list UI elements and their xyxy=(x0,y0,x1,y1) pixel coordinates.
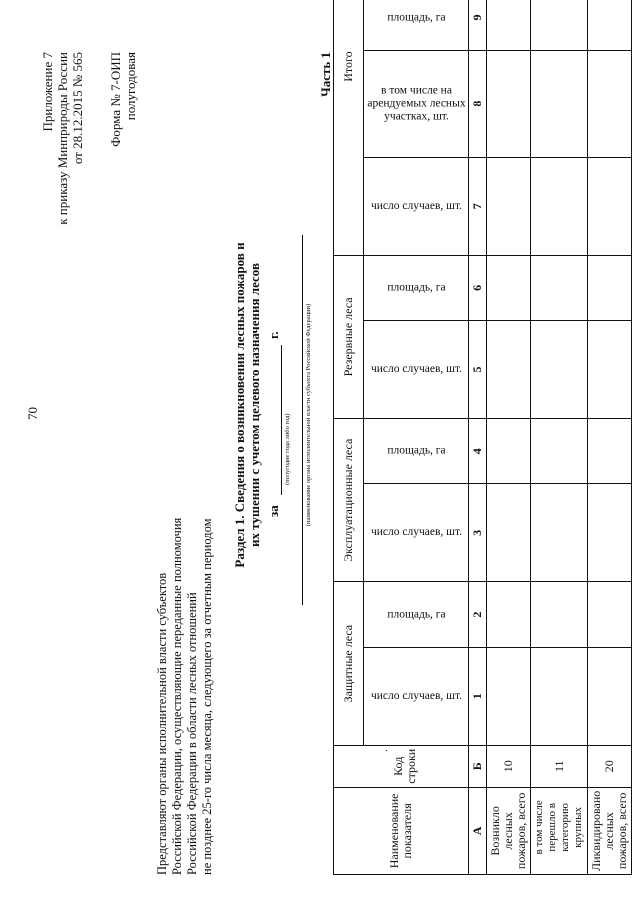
period-input-line[interactable] xyxy=(281,345,282,495)
data-cell[interactable] xyxy=(588,50,632,157)
data-cell[interactable] xyxy=(588,255,632,320)
data-cell[interactable] xyxy=(487,321,531,419)
index-7: 7 xyxy=(469,157,487,255)
data-cell[interactable] xyxy=(531,0,588,50)
row-code: 20 xyxy=(588,745,632,787)
data-cell[interactable] xyxy=(487,582,531,647)
col-count-total xyxy=(364,157,469,255)
indicator-header: Наименование показателя xyxy=(334,787,469,874)
table-row xyxy=(588,0,632,875)
form-number: Форма № 7-ОИП xyxy=(108,52,123,147)
area-label: площадь, га xyxy=(387,11,446,24)
col-count-leased xyxy=(364,50,469,157)
data-cell[interactable] xyxy=(487,419,531,484)
data-cell[interactable] xyxy=(487,157,531,255)
data-cell[interactable] xyxy=(588,647,632,745)
operational-forests-header: Эксплуатационные леса xyxy=(334,419,364,582)
area-label: площадь, га xyxy=(387,444,446,457)
data-cell[interactable] xyxy=(487,0,531,50)
col-area-protective xyxy=(364,582,469,647)
count-label: число случаев, шт. xyxy=(370,363,463,376)
count-label: число случаев, шт. xyxy=(370,199,463,212)
data-cell[interactable] xyxy=(531,419,588,484)
appendix-line: Приложение 7 xyxy=(40,52,55,132)
data-cell[interactable] xyxy=(531,50,588,157)
reserve-forests-header: Резервные леса xyxy=(334,255,364,418)
data-cell[interactable] xyxy=(588,484,632,582)
data-cell[interactable] xyxy=(487,484,531,582)
appendix-reference xyxy=(40,52,85,272)
data-cell[interactable] xyxy=(531,321,588,419)
appendix-line: от 28.12.2015 № 565 xyxy=(70,52,85,165)
form-name xyxy=(108,52,138,212)
period-prefix: за xyxy=(266,505,281,517)
fire-statistics-table xyxy=(333,0,632,875)
data-cell[interactable] xyxy=(588,321,632,419)
submission-note xyxy=(155,425,215,875)
page-number: 70 xyxy=(25,407,40,420)
code-header xyxy=(334,745,469,787)
index-2: 2 xyxy=(469,582,487,647)
index-4: 4 xyxy=(469,419,487,484)
total-header: Итого xyxy=(334,0,364,255)
year-suffix: г. xyxy=(266,331,281,339)
data-cell[interactable] xyxy=(588,419,632,484)
column-index-row xyxy=(469,0,487,875)
submission-line: Представляют органы исполнительной власти субъектов xyxy=(155,572,169,875)
index-b: Б xyxy=(469,745,487,787)
index-9: 9 xyxy=(469,0,487,50)
data-cell[interactable] xyxy=(531,255,588,320)
organization-caption: (наименование органа исполнительной власти субъекта Российской Федерации) xyxy=(305,303,312,527)
organization-input-line[interactable] xyxy=(302,235,303,605)
header-row-subcolumns xyxy=(364,0,469,875)
header-mark: · xyxy=(382,748,393,753)
index-5: 5 xyxy=(469,321,487,419)
data-cell[interactable] xyxy=(531,647,588,745)
count-label: число случаев, шт. xyxy=(370,526,463,539)
part-label: Часть 1 xyxy=(318,52,333,97)
table-row xyxy=(487,0,531,875)
submission-line: не позднее 25-го числа месяца, следующего за отчетным периодом xyxy=(200,518,214,875)
data-cell[interactable] xyxy=(531,484,588,582)
row-code: 10 xyxy=(487,745,531,787)
col-area-total xyxy=(364,0,469,50)
table-row xyxy=(531,0,588,875)
data-cell[interactable] xyxy=(531,157,588,255)
col-count-reserve xyxy=(364,321,469,419)
data-cell[interactable] xyxy=(588,157,632,255)
col-area-operational xyxy=(364,419,469,484)
submission-line: Российской Федерации в области лесных отношений xyxy=(185,592,199,875)
col-count-operational xyxy=(364,484,469,582)
count-label: число случаев, шт. xyxy=(370,689,463,702)
row-name: Ликвидировано лесных пожаров, всего xyxy=(588,787,632,874)
row-code: 11 xyxy=(531,745,588,787)
code-header-label: Код строки xyxy=(391,748,418,784)
area-label: площадь, га xyxy=(387,281,446,294)
index-a: А xyxy=(469,787,487,874)
index-6: 6 xyxy=(469,255,487,320)
period-caption: (полугодие года либо год) xyxy=(284,413,291,485)
data-cell[interactable] xyxy=(531,582,588,647)
row-name: Возникло лесных пожаров, всего xyxy=(487,787,531,874)
data-cell[interactable] xyxy=(487,50,531,157)
submission-line: Российской Федерации, осуществляющие переданные полномочия xyxy=(170,517,184,875)
col-count-protective xyxy=(364,647,469,745)
protective-forests-header: Защитные леса xyxy=(334,582,364,745)
index-1: 1 xyxy=(469,647,487,745)
data-cell[interactable] xyxy=(487,647,531,745)
data-cell[interactable] xyxy=(588,582,632,647)
index-3: 3 xyxy=(469,484,487,582)
appendix-line: к приказу Минприроды России xyxy=(55,52,70,225)
col-area-reserve xyxy=(364,255,469,320)
index-8: 8 xyxy=(469,50,487,157)
form-period: полугодовая xyxy=(123,52,138,121)
area-label: площадь, га xyxy=(387,608,446,621)
header-row-groups xyxy=(334,0,364,875)
section-title: Раздел 1. Сведения о возникновении лесных пожаров и их тушении с учетом целевого назначения лесов xyxy=(232,242,262,568)
count-leased-label: в том числе на арендуемых лесных участках, шт. xyxy=(366,84,466,123)
row-name: в том числе перешло в категорию крупных xyxy=(531,787,588,874)
data-cell[interactable] xyxy=(487,255,531,320)
data-cell[interactable] xyxy=(588,0,632,50)
